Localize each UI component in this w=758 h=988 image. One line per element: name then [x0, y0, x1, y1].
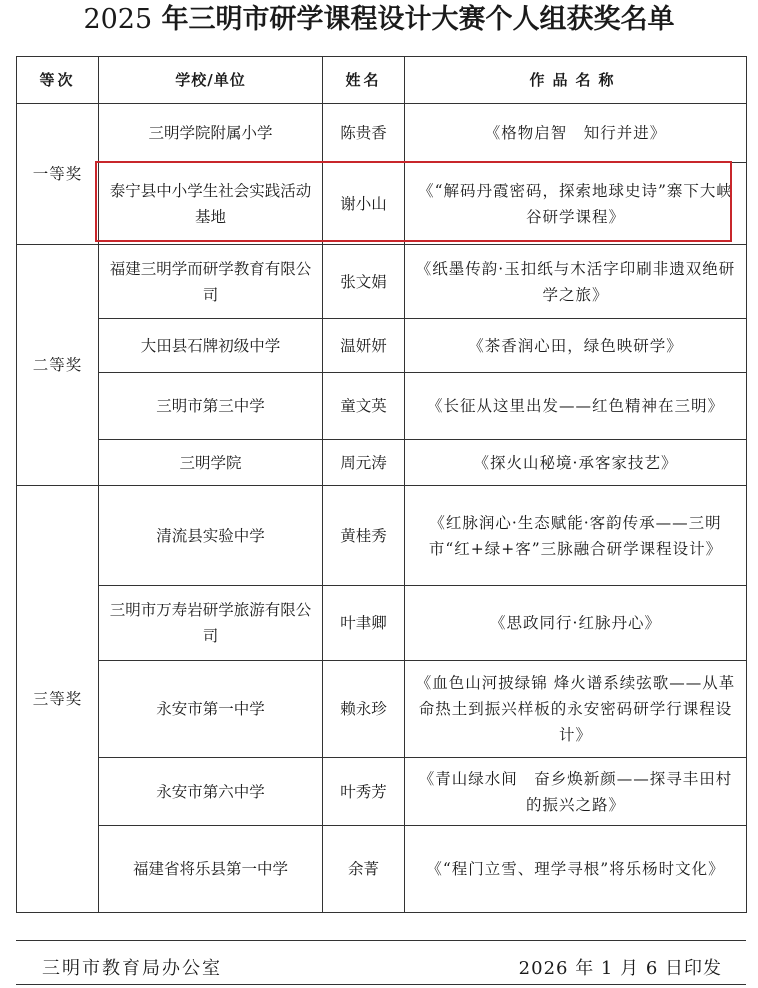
- table-row: [17, 586, 747, 661]
- table-row: [17, 245, 747, 319]
- org-cell: 三明学院附属小学: [99, 104, 323, 163]
- grade-cell-second: 二等奖: [17, 245, 99, 486]
- header-name: 姓名: [323, 57, 405, 104]
- org-cell: 三明市万寿岩研学旅游有限公司: [99, 586, 323, 661]
- name-cell: 童文英: [323, 373, 405, 440]
- title-year: 2025: [83, 4, 153, 35]
- name-cell: 张文娟: [323, 245, 405, 319]
- name-cell: 余菁: [323, 826, 405, 913]
- name-cell: 陈贵香: [323, 104, 405, 163]
- org-cell: 福建省将乐县第一中学: [99, 826, 323, 913]
- footer-bottom-rule: [16, 984, 746, 985]
- org-cell: 清流县实验中学: [99, 486, 323, 586]
- work-cell: 《“程门立雪、理学寻根”将乐杨时文化》: [405, 826, 747, 913]
- work-cell: 《思政同行·红脉丹心》: [405, 586, 747, 661]
- work-cell: 《探火山秘境·承客家技艺》: [405, 440, 747, 486]
- footer-top-rule: [16, 940, 746, 941]
- org-cell: 泰宁县中小学生社会实践活动基地: [99, 163, 323, 245]
- table-row: [17, 440, 747, 486]
- table-row: [17, 319, 747, 373]
- work-cell: 《长征从这里出发——红色精神在三明》: [405, 373, 747, 440]
- table-row: [17, 486, 747, 586]
- grade-cell-first: 一等奖: [17, 104, 99, 245]
- work-cell: 《“解码丹霞密码，探索地球史诗”寨下大峡谷研学课程》: [405, 163, 747, 245]
- table-row: [17, 661, 747, 758]
- document-title: [0, 0, 758, 40]
- name-cell: 谢小山: [323, 163, 405, 245]
- org-cell: 三明学院: [99, 440, 323, 486]
- org-cell: 三明市第三中学: [99, 373, 323, 440]
- name-cell: 黄桂秀: [323, 486, 405, 586]
- header-org: 学校/单位: [99, 57, 323, 104]
- org-cell: 永安市第一中学: [99, 661, 323, 758]
- work-cell: 《纸墨传韵·玉扣纸与木活字印刷非遗双绝研学之旅》: [405, 245, 747, 319]
- work-cell: 《格物启智 知行并进》: [405, 104, 747, 163]
- header-grade: 等次: [17, 57, 99, 104]
- grade-cell-third: 三等奖: [17, 486, 99, 913]
- table-row: [17, 373, 747, 440]
- table-row: [17, 826, 747, 913]
- org-cell: 永安市第六中学: [99, 758, 323, 826]
- table-row-highlighted: [17, 163, 747, 245]
- title-text: 年三明市研学课程设计大赛个人组获奖名单: [152, 4, 675, 35]
- name-cell: 周元涛: [323, 440, 405, 486]
- org-cell: 大田县石牌初级中学: [99, 319, 323, 373]
- footer-date: 2026 年 1 月 6 日印发: [518, 958, 722, 979]
- table-header-row: [17, 57, 747, 104]
- work-cell: 《茶香润心田，绿色映研学》: [405, 319, 747, 373]
- awards-table: [16, 56, 747, 913]
- org-cell: 福建三明学而研学教育有限公司: [99, 245, 323, 319]
- table-row: [17, 758, 747, 826]
- name-cell: 叶秀芳: [323, 758, 405, 826]
- footer-issuer: 三明市教育局办公室: [42, 958, 222, 979]
- header-work: 作品名称: [405, 57, 747, 104]
- name-cell: 赖永珍: [323, 661, 405, 758]
- name-cell: 温妍妍: [323, 319, 405, 373]
- work-cell: 《红脉润心·生态赋能·客韵传承——三明市“红+绿+客”三脉融合研学课程设计》: [405, 486, 747, 586]
- name-cell: 叶聿卿: [323, 586, 405, 661]
- work-cell: 《青山绿水间 奋乡焕新颜——探寻丰田村的振兴之路》: [405, 758, 747, 826]
- work-cell: 《血色山河披绿锦 烽火谱系续弦歌——从革命热土到振兴样板的永安密码研学行课程设计》: [405, 661, 747, 758]
- table-row: [17, 104, 747, 163]
